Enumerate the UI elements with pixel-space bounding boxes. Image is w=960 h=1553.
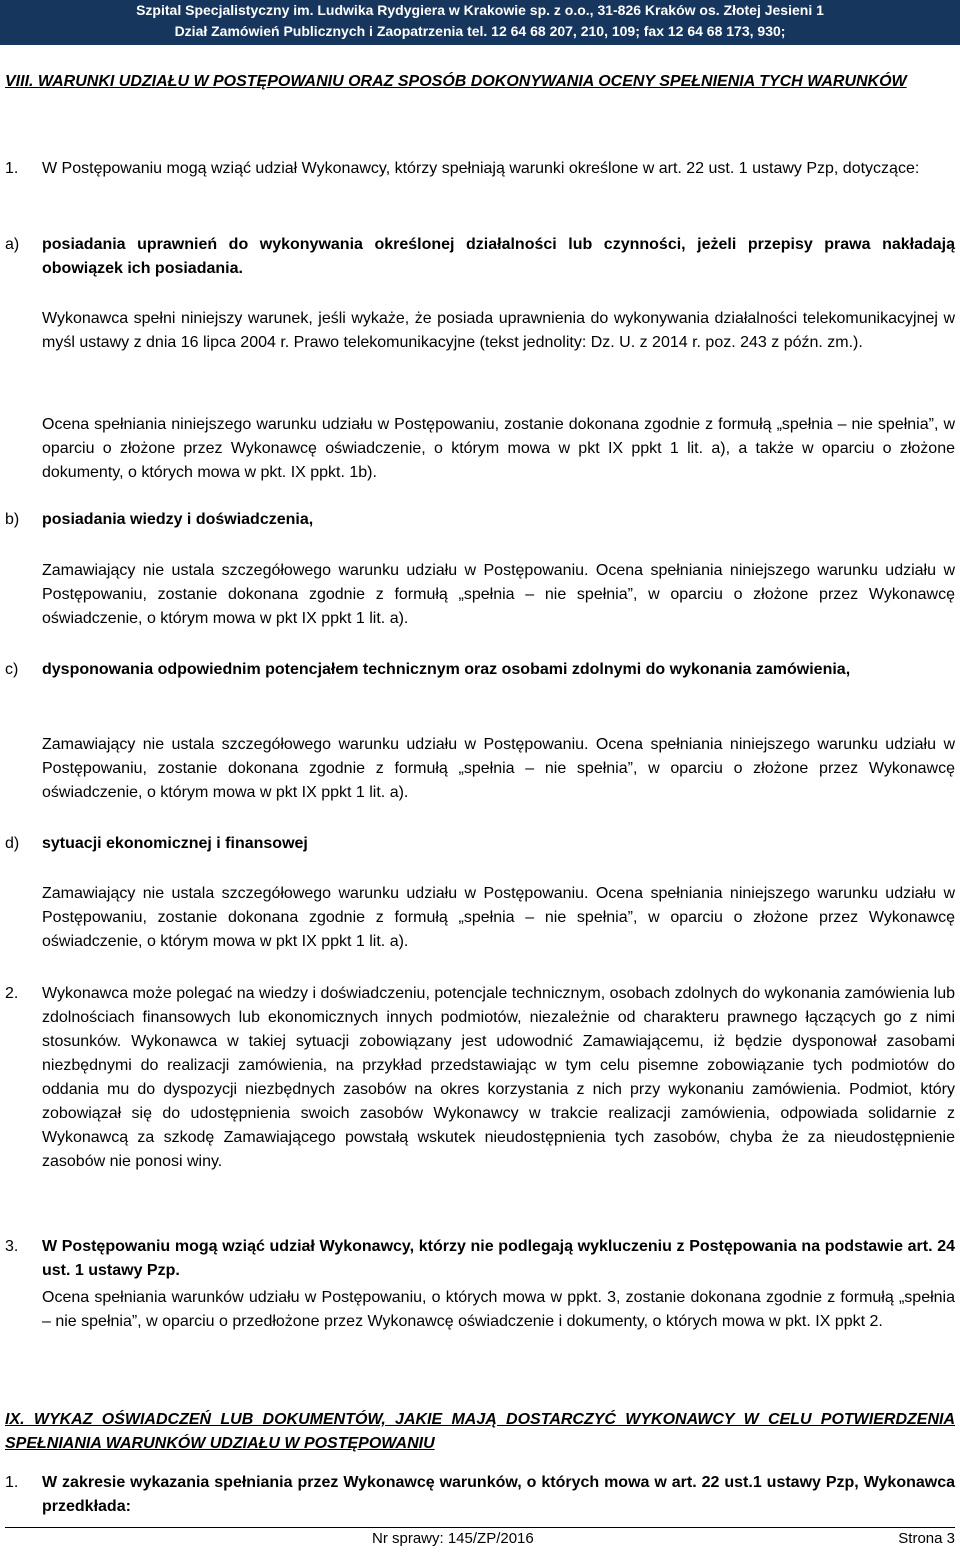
section-9-title: IX. WYKAZ OŚWIADCZEŃ LUB DOKUMENTÓW, JAKIE MAJĄ DOSTARCZYĆ WYKONAWCY W CELU POTWIERDZENIA SPEŁNIANIA WARUNKÓW UDZIAŁU W POSTĘPOWANIU xyxy=(5,1411,955,1452)
header-line-2: Dział Zamówień Publicznych i Zaopatrzenia tel. 12 64 68 207, 210, 109; fax 12 64 68 173, 930; xyxy=(174,23,786,39)
subitem-label: d) xyxy=(5,835,20,852)
document-header xyxy=(0,0,960,45)
subitem-paragraph-1: Zamawiający nie ustala szczegółowego warunku udziału w Postępowaniu. Ocena spełniania niniejszego warunku udziału w Postępowaniu, zostanie dokonana zgodnie z formułą „spełnia – nie spełnia”, w oparciu o złożone przez Wykonawcę oświadczenie, o którym mowa w pkt IX ppkt 1 lit. a). xyxy=(42,736,955,801)
header-line-1: Szpital Specjalistyczny im. Ludwika Rydygiera w Krakowie sp. z o.o., 31-826 Kraków os. Złotej Jesieni 1 xyxy=(136,2,824,18)
subitem-label: a) xyxy=(5,236,20,253)
item-number: 1. xyxy=(5,1474,19,1491)
subitem-label: c) xyxy=(5,661,19,678)
item-number: 1. xyxy=(5,160,19,177)
subitem-heading: dysponowania odpowiednim potencjałem technicznym oraz osobami zdolnymi do wykonania zamówienia, xyxy=(42,661,851,678)
subitem-label: b) xyxy=(5,511,20,528)
case-number: Nr sprawy: 145/ZP/2016 xyxy=(372,1530,534,1547)
subitem-heading: posiadania wiedzy i doświadczenia, xyxy=(42,511,314,528)
section-8-title: VIII. WARUNKI UDZIAŁU W POSTĘPOWANIU ORAZ SPOSÓB DOKONYWANIA OCENY SPEŁNIENIA TYCH WARUNKÓW xyxy=(5,73,907,90)
subitem-paragraph-1: Zamawiający nie ustala szczegółowego warunku udziału w Postępowaniu. Ocena spełniania niniejszego warunku udziału w Postępowaniu, zostanie dokonana zgodnie z formułą „spełnia – nie spełnia”, w oparciu o złożone przez Wykonawcę oświadczenie, o którym mowa w pkt IX ppkt 1 lit. a). xyxy=(42,562,955,627)
item-number: 3. xyxy=(5,1238,19,1255)
item-heading: W Postępowaniu mogą wziąć udział Wykonawcy, którzy nie podlegają wykluczeniu z Postępowania na podstawie art. 24 ust. 1 ustawy Pzp. xyxy=(42,1238,955,1279)
item-paragraph-1: Ocena spełniania warunków udziału w Postępowaniu, o których mowa w ppkt. 3, zostanie dokonana zgodnie z formułą „spełnia – nie spełnia”, w oparciu o przedłożone przez Wykonawcę oświadczenie i dokumenty, o których mowa w pkt. IX ppkt 2. xyxy=(42,1289,955,1330)
subitem-heading: posiadania uprawnień do wykonywania określonej działalności lub czynności, jeżeli przepisy prawa nakładają obowiązek ich posiadania. xyxy=(42,236,955,277)
item-text: W Postępowaniu mogą wziąć udział Wykonawcy, którzy spełniają warunki określone w art. 22 ust. 1 ustawy Pzp, dotyczące: xyxy=(42,160,920,177)
subitem-paragraph-2: Ocena spełniania niniejszego warunku udziału w Postępowaniu, zostanie dokonana zgodnie z formułą „spełnia – nie spełnia”, w oparciu o złożone przez Wykonawcę oświadczenie, o którym mowa w pkt IX ppkt 1 lit. a), a także w oparciu o złożone dokumenty, o których mowa w pkt. IX ppkt. 1b). xyxy=(42,416,955,481)
item-number: 2. xyxy=(5,985,19,1002)
subitem-paragraph-1: Zamawiający nie ustala szczegółowego warunku udziału w Postępowaniu. Ocena spełniania niniejszego warunku udziału w Postępowaniu, zostanie dokonana zgodnie z formułą „spełnia – nie spełnia”, w oparciu o złożone przez Wykonawcę oświadczenie, o którym mowa w pkt IX ppkt 1 lit. a). xyxy=(42,885,955,950)
subitem-heading: sytuacji ekonomicznej i finansowej xyxy=(42,835,308,852)
item-text: W zakresie wykazania spełniania przez Wykonawcę warunków, o których mowa w art. 22 ust.1 ustawy Pzp, Wykonawca przedkłada: xyxy=(42,1474,955,1515)
subitem-paragraph-1: Wykonawca spełni niniejszy warunek, jeśli wykaże, że posiada uprawnienia do wykonywania działalności telekomunikacyjnej w myśl ustawy z dnia 16 lipca 2004 r. Prawo telekomunikacyjne (tekst jednolity: Dz. U. z 2014 r. poz. 243 z późn. zm.). xyxy=(42,310,955,351)
page-number: Strona 3 xyxy=(898,1530,955,1547)
item-text: Wykonawca może polegać na wiedzy i doświadczeniu, potencjale technicznym, osobach zdolnych do wykonania zamówienia lub zdolnościach finansowych lub ekonomicznych innych podmiotów, niezależnie od charakteru prawnego łączących go z nimi stosunków. Wykonawca w takiej sytuacji zobowiązany jest udowodnić Zamawiającemu, iż będzie dysponował zasobami niezbędnymi do realizacji zamówienia, na przykład przedstawiając w tym celu pisemne zobowiązanie tych podmiotów do oddania mu do dyspozycji niezbędnych zasobów na okres korzystania z nich przy wykonaniu zamówienia. Podmiot, który zobowiązał się do udostępnienia swoich zasobów Wykonawcy w trakcie realizacji zamówienia, odpowiada solidarnie z Wykonawcą za szkodę Zamawiającego powstałą wskutek nieudostępnienia tych zasobów, chyba że za nieudostępnienie zasobów nie ponosi winy. xyxy=(42,985,955,1170)
footer-divider xyxy=(5,1527,955,1528)
